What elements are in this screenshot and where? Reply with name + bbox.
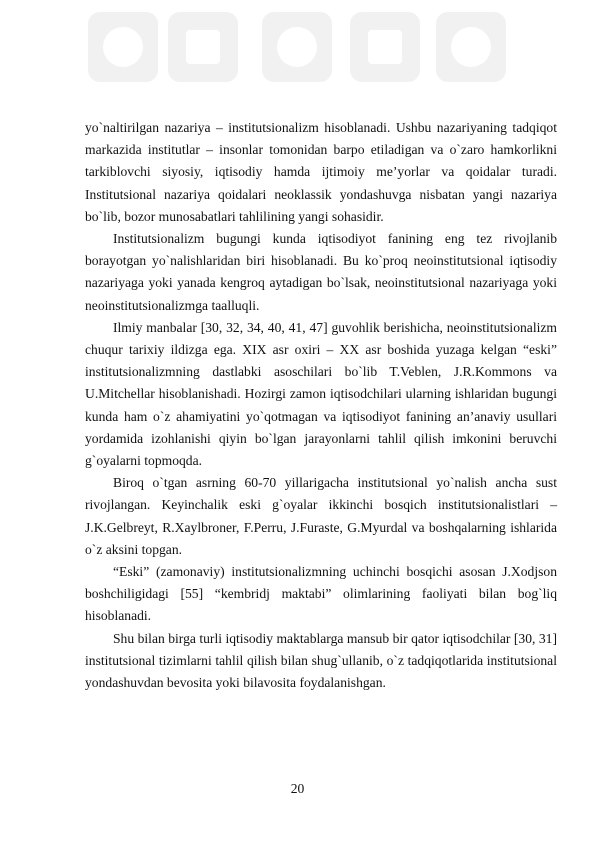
paragraph: Shu bilan birga turli iqtisodiy maktablarga mansub bir qator iqtisodchilar [30, 31] institutsional tizimlarni tahlil qilish bilan shug`ullanib, o`z tadqiqotlarida institutsional yondashuvdan bevosita yoki bilavosita foydalanishgan. <box>85 630 557 691</box>
paragraph: Institutsionalizm bugungi kunda iqtisodiyot fanining eng tez rivojlanib borayotgan yo`nalishlaridan biri hisoblanadi. Bu ko`proq neoinstitutsional iqtisodiy nazariyaga yoki yanada kengroq aytadigan bo`lsak, neoinstitutsional nazariyaga yoki neoinstitutsionalizmga taalluqli. <box>85 231 557 313</box>
paragraph: yo`naltirilgan nazariya – institutsionalizm hisoblanadi. Ushbu nazariyaning tadqiqot markazida institutlar – insonlar tomonidan barpo etiladigan va o`zaro hamkorlikni tarkiblovchi siyosiy, iqtisodiy hamda ijtimoiy me’yorlar va qoidalar turadi. Institutsional nazariya qoidalari neoklassik yondashuvga nisbatan yangi nazariya bo`lib, bozor munosabatlari tahlilining yangi sohasidir. <box>85 120 557 224</box>
paragraph: Ilmiy manbalar [30, 32, 34, 40, 41, 47] guvohlik berishicha, neoinstitutsionalizm chuqur tarixiy ildizga ega. XIX asr oxiri – XX asr boshida yuzaga kelgan “eski” institutsionalizmning dastlabki asoschilari bo`lib T.Veblen, J.R.Kommons va U.Mitchellar hisoblanishadi. Hozirgi zamon iqtisodchilari ularning ishlaridan bugungi kunda ham o`z ahamiyatini yo`qotmagan va iqtisodiyot fanining an’anaviy usullari yordamida izohlanishi qiyin bo`lgan jarayonlarni tahlil qilish imkonini beruvchi g`oyalarni topmoqda. <box>85 319 557 469</box>
paragraph: “Eski” (zamonaviy) institutsionalizmning uchinchi bosqichi asosan J.Xodjson boshchiligidagi [55] “kembridj maktabi” olimlarining faoliyati bilan bog`liq hisoblanadi. <box>85 564 557 624</box>
body-text <box>85 117 557 694</box>
paragraph: Biroq o`tgan asrning 60-70 yillarigacha institutsional yo`nalish ancha sust rivojlangan. Keyinchalik eski g`oyalar ikkinchi bosqich institutsionalistlari – J.K.Gelbreyt, R.Xaylbroner, F.Perru, J.Furaste, G.Myurdal va boshqalarning ishlarida o`z aksini topgan. <box>85 475 557 557</box>
page-number: 20 <box>290 781 305 796</box>
watermark-logo-icon <box>0 0 595 110</box>
